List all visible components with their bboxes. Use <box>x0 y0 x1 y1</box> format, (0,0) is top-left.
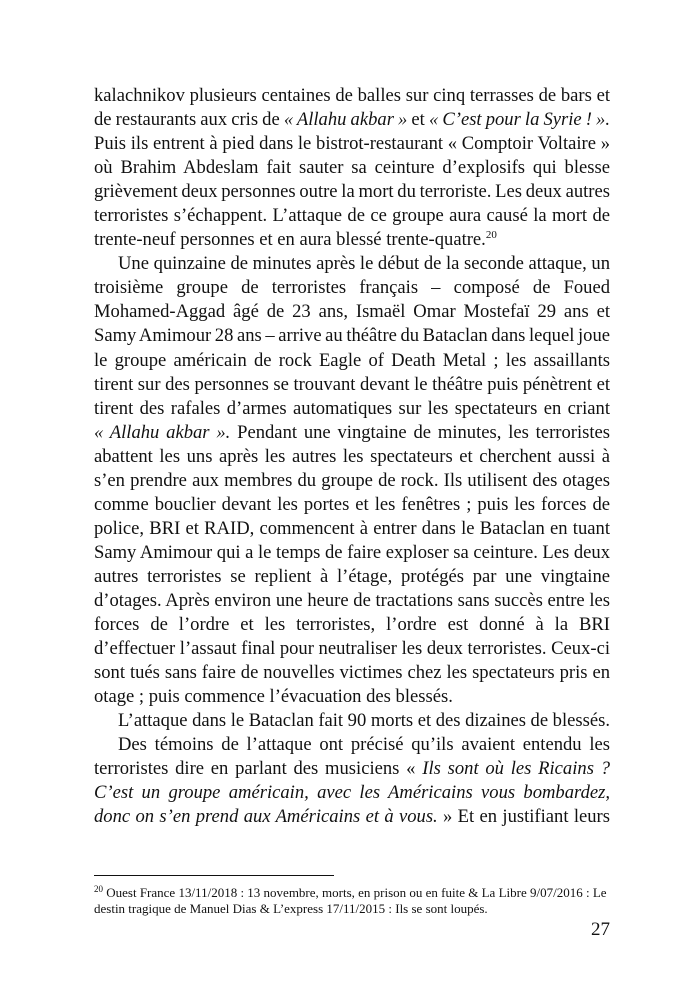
italic-quote: C’est un groupe américain, avec les Américains vous bombardez, <box>94 782 610 804</box>
italic-quote: « C’est pour la Syrie ! ». <box>428 109 611 131</box>
text-segment: Samy Amimour qui a le temps de faire exploser sa ceinture. Les deux <box>94 541 610 563</box>
text-line-content <box>94 301 610 322</box>
text-line-content <box>94 590 610 611</box>
text-segment: Samy Amimour 28 ans – arrive au théâtre du Bataclan dans lequel joue <box>94 325 610 347</box>
text-line-content <box>94 422 610 443</box>
text-line <box>94 324 610 348</box>
text-line <box>94 493 610 517</box>
italic-quote: donc on s’en prend aux Américains et à vous. <box>94 806 438 828</box>
text-line <box>94 349 610 373</box>
text-segment: sont tués sans faire de nouvelles victimes chez les spectateurs pris en <box>94 662 610 684</box>
text-segment: d’effectuer l’assaut final pour neutraliser les deux terroristes. Ceux-ci <box>94 638 610 660</box>
text-segment: autres terroristes se replient à l’étage, protégés par une vingtaine <box>94 565 610 587</box>
text-segment: tirent des rafales d’armes automatiques sur les spectateurs en criant <box>94 397 610 419</box>
text-line-content <box>94 638 610 659</box>
text-segment: grièvement deux personnes outre la mort du terroriste. Les deux autres <box>94 181 610 203</box>
footer-area <box>94 885 610 941</box>
text-segment: Pendant une vingtaine de minutes, les terroristes <box>230 421 611 443</box>
footnote-reference: 20 <box>485 229 497 242</box>
text-line <box>94 541 610 565</box>
text-segment: forces de l’ordre et les terroristes, l’ordre est donné à la BRI <box>94 614 610 636</box>
italic-quote: « Allahu akbar » <box>283 109 408 131</box>
text-line-content <box>94 758 610 779</box>
text-segment: et <box>407 109 429 131</box>
text-line <box>94 469 610 493</box>
text-segment: d’otages. Après environ une heure de tractations sans succès entre les <box>94 589 610 611</box>
text-segment: » Et en justifiant leurs <box>437 806 610 828</box>
text-segment: comme bouclier devant les portes et les fenêtres ; puis les forces de <box>94 493 610 515</box>
text-segment: Des témoins de l’attaque ont précisé qu’ils avaient entendu les <box>118 734 610 756</box>
italic-quote: Ils sont où les Ricains ? <box>422 758 610 780</box>
text-line-content <box>94 518 610 539</box>
text-line <box>94 84 610 108</box>
text-segment: police, BRI et RAID, commencent à entrer dans le Bataclan en tuant <box>94 517 610 539</box>
text-segment: Puis ils entrent à pied dans le bistrot-restaurant « Comptoir Voltaire » <box>94 133 610 155</box>
text-line <box>94 252 610 276</box>
text-line <box>94 733 610 757</box>
text-line <box>94 108 610 132</box>
text-line <box>94 156 610 180</box>
text-line <box>94 685 610 709</box>
footnote-number: 20 <box>94 884 103 894</box>
footnote-separator <box>94 875 334 876</box>
text-line <box>94 204 610 228</box>
text-line-content <box>94 133 610 154</box>
text-line-content <box>94 181 610 202</box>
body-text <box>94 84 610 829</box>
text-segment: terroristes s’échappent. L’attaque de ce groupe aura causé la mort de <box>94 205 610 227</box>
text-line-content <box>94 806 610 827</box>
text-line <box>94 373 610 397</box>
text-segment: Une quinzaine de minutes après le début de la seconde attaque, un <box>118 253 610 275</box>
text-segment: le groupe américain de rock Eagle of Death Metal ; les assaillants <box>94 349 610 371</box>
text-line-content <box>94 662 610 683</box>
text-line <box>94 228 610 252</box>
text-line-content <box>94 614 610 635</box>
text-segment: trente-neuf personnes et en aura blessé trente-quatre. <box>94 229 486 251</box>
text-line <box>94 517 610 541</box>
text-line-content <box>94 398 610 419</box>
text-segment: troisième groupe de terroristes français – composé de Foued <box>94 277 610 299</box>
text-line-content <box>94 229 497 250</box>
text-line-content <box>94 277 610 298</box>
text-segment: Mohamed-Aggad âgé de 23 ans, Ismaël Omar Mostefaï 29 ans et <box>94 301 610 323</box>
footnote <box>94 885 610 917</box>
text-line <box>94 445 610 469</box>
text-line <box>94 397 610 421</box>
text-segment: où Brahim Abdeslam fait sauter sa ceinture d’explosifs qui blesse <box>94 157 610 179</box>
text-segment: otage ; puis commence l’évacuation des blessés. <box>94 686 453 708</box>
text-line-content <box>94 446 610 467</box>
text-segment: kalachnikov plusieurs centaines de balles sur cinq terrasses de bars et <box>94 85 610 106</box>
text-line-content <box>94 109 610 130</box>
text-line-content <box>94 470 610 491</box>
text-segment: abattent les uns après les autres les spectateurs et cherchent aussi à <box>94 445 610 467</box>
text-line <box>94 589 610 613</box>
text-line-content <box>94 494 610 515</box>
text-line-content <box>94 374 610 395</box>
text-line-content <box>118 734 610 755</box>
text-segment: terroristes dire en parlant des musiciens « <box>94 758 423 780</box>
text-line-content <box>94 205 610 226</box>
text-line <box>94 132 610 156</box>
text-line-content <box>94 85 610 106</box>
text-segment: de restaurants aux cris de <box>94 109 284 131</box>
text-line-content <box>94 157 610 178</box>
footnote-text: Ouest France 13/11/2018 : 13 novembre, morts, en prison ou en fuite & La Libre 9/07/2016 : Le destin tragique de Manuel Dias & L’express 17/11/2015 : Ils se sont loupés. <box>94 885 607 916</box>
text-line <box>94 781 610 805</box>
text-line-content <box>94 782 610 803</box>
italic-quote: « Allahu akbar ». <box>94 421 231 443</box>
text-line <box>94 709 610 733</box>
text-line-content <box>94 686 453 707</box>
text-segment: tirent sur des personnes se trouvant devant le théâtre puis pénètrent et <box>94 373 610 395</box>
text-line <box>94 805 610 829</box>
text-line-content <box>94 566 610 587</box>
text-line <box>94 613 610 637</box>
text-line-content <box>118 710 610 731</box>
text-line-content <box>94 350 610 371</box>
text-line <box>94 757 610 781</box>
text-line <box>94 421 610 445</box>
text-line-content <box>118 253 610 274</box>
text-segment: L’attaque dans le Bataclan fait 90 morts et des dizaines de blessés. <box>118 710 610 732</box>
text-line <box>94 300 610 324</box>
text-line <box>94 661 610 685</box>
text-line <box>94 180 610 204</box>
text-line <box>94 637 610 661</box>
page-number: 27 <box>591 919 610 940</box>
text-segment: s’en prendre aux membres du groupe de rock. Ils utilisent des otages <box>94 469 610 491</box>
text-line-content <box>94 325 610 346</box>
text-line-content <box>94 542 610 563</box>
text-line <box>94 276 610 300</box>
text-line <box>94 565 610 589</box>
